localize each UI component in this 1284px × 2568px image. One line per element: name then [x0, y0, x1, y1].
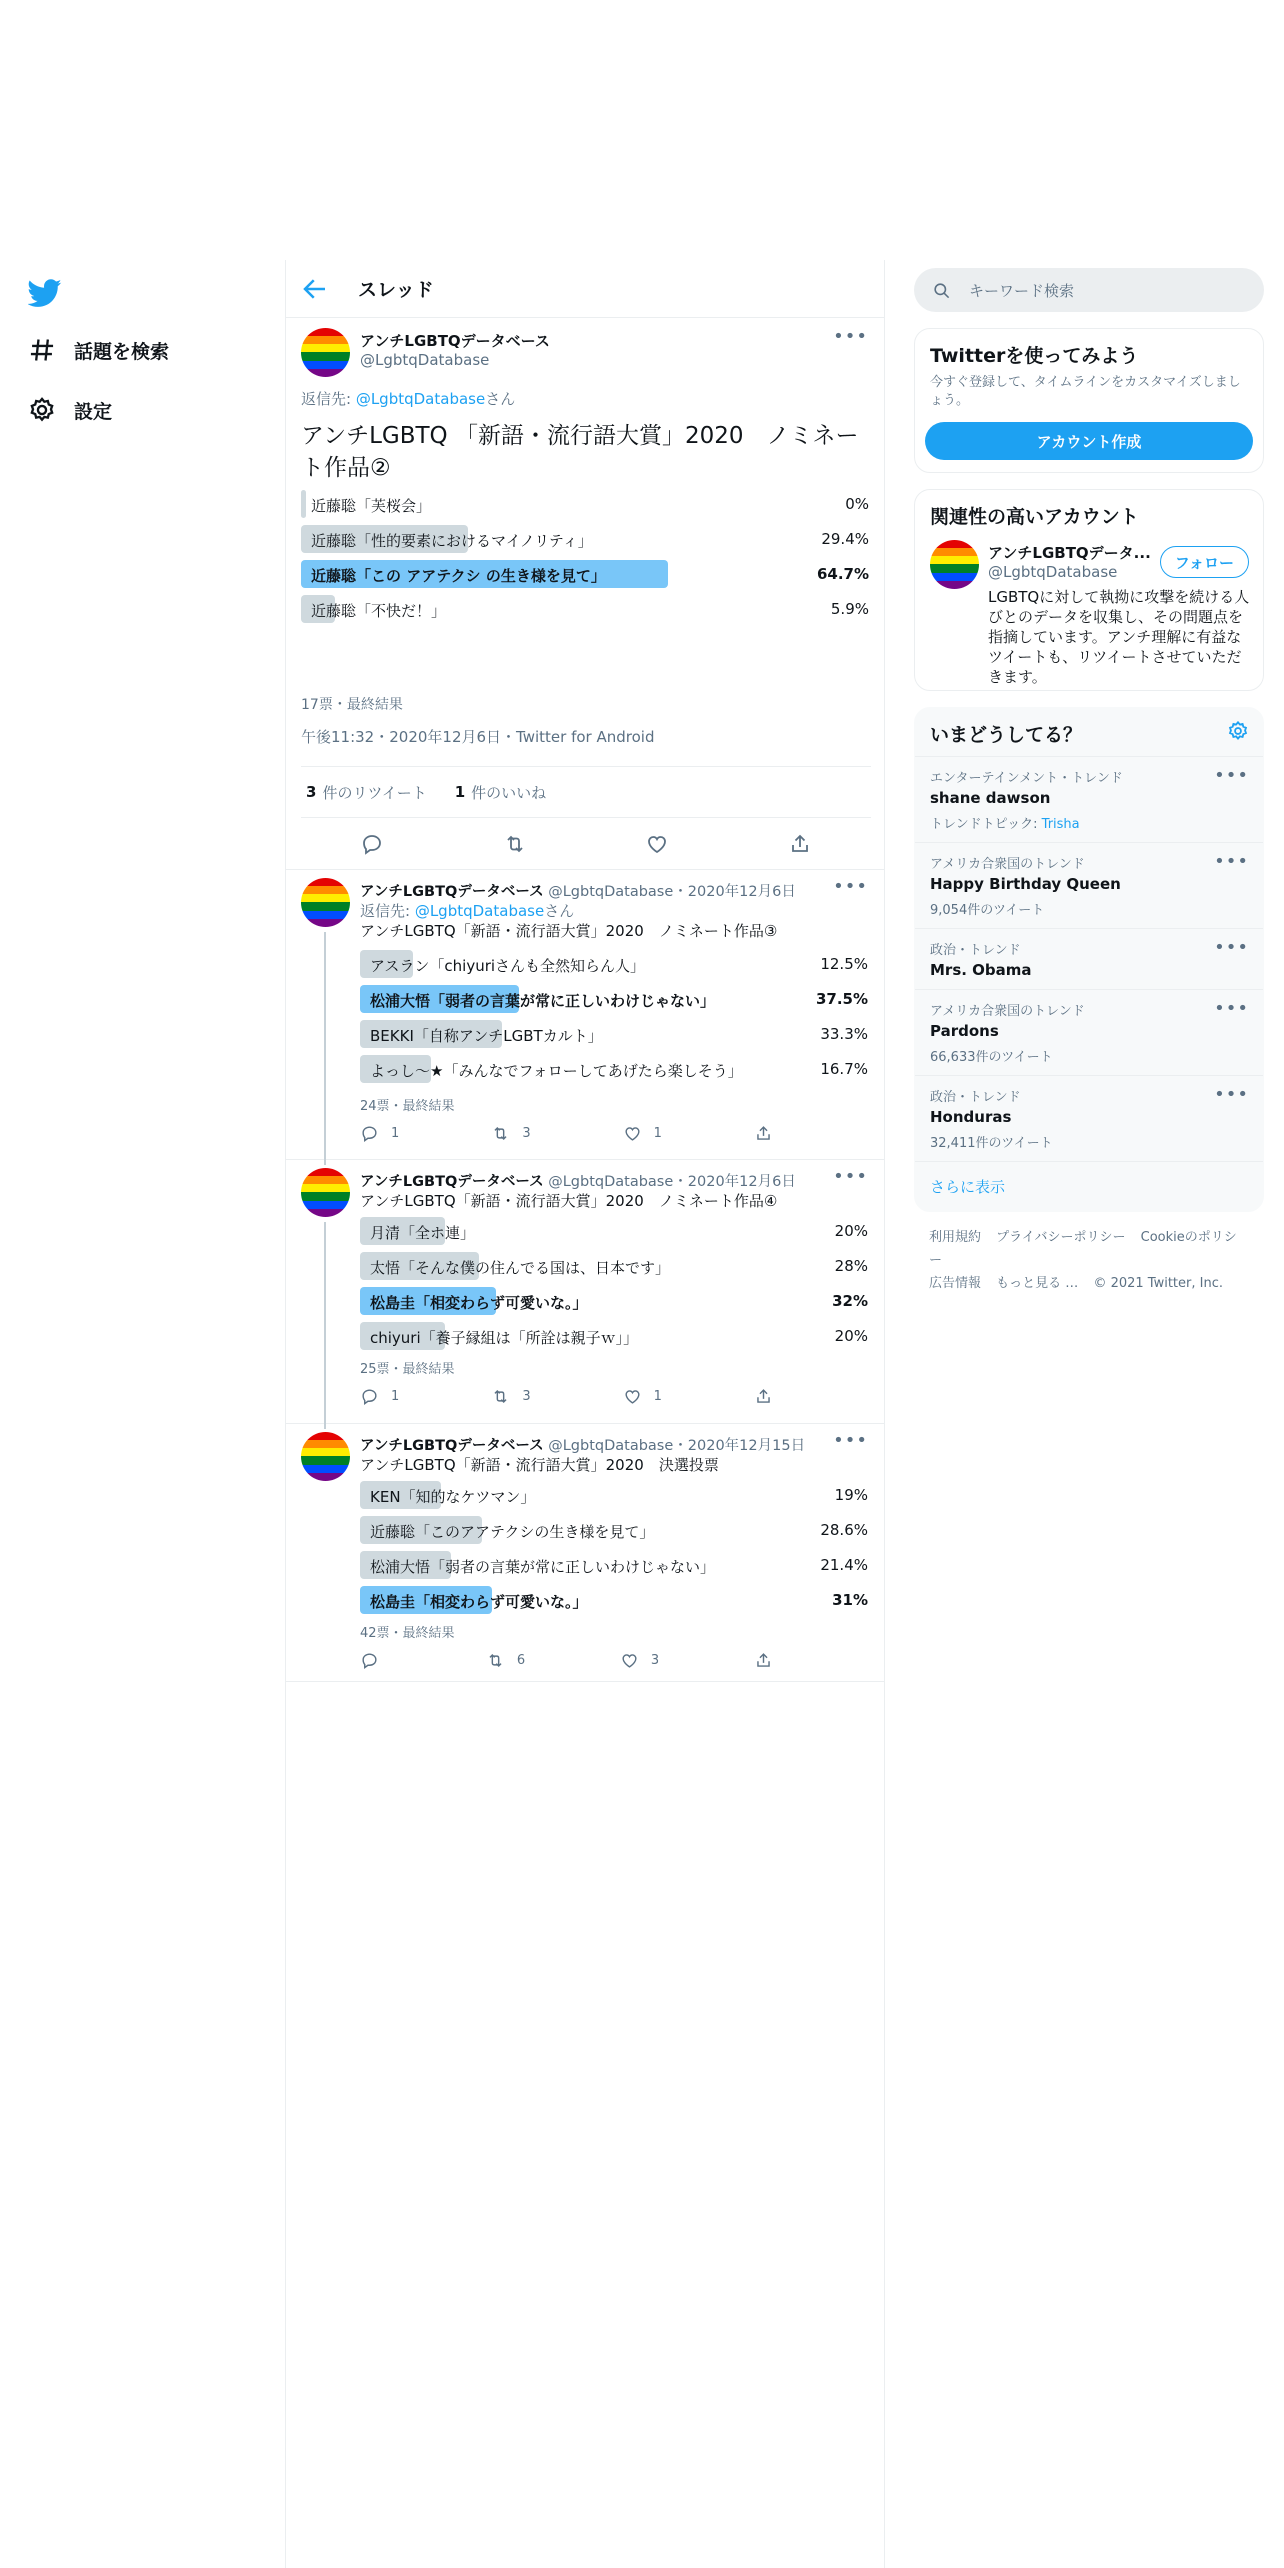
poll-option-percent: 28.6%: [820, 1521, 868, 1539]
retweet-count[interactable]: 3: [306, 783, 317, 801]
more-options-icon[interactable]: •••: [1214, 1084, 1249, 1105]
poll-option-percent: 64.7%: [816, 565, 869, 583]
poll-option-percent: 21.4%: [820, 1556, 868, 1574]
trend-tweet-count: 9,054件のツイート: [930, 903, 1045, 918]
like-action[interactable]: [623, 1387, 662, 1406]
footer-link-ads[interactable]: 広告情報: [929, 1276, 982, 1291]
poll-option-label: 松浦大悟「弱者の言葉が常に正しいわけじゃない」: [370, 1558, 716, 1576]
footer-links: [914, 1212, 1264, 1309]
poll-option-label: 太悟「そんな僕の住んでる国は、日本です」: [370, 1259, 671, 1277]
avatar[interactable]: [301, 1168, 350, 1217]
gear-icon: [28, 396, 56, 424]
follow-button[interactable]: フォロー: [1160, 546, 1249, 578]
trends-header: [915, 708, 1263, 756]
retweet-icon[interactable]: [503, 832, 527, 856]
tweet-header: [360, 1170, 796, 1191]
poll-option-percent: 12.5%: [820, 955, 868, 973]
trend-name: Mrs. Obama: [930, 961, 1032, 979]
trend-category: 政治・トレンド: [930, 943, 1021, 958]
poll-option-label: 松浦大悟「弱者の言葉が常に正しいわけじゃない」: [370, 992, 716, 1010]
author-name[interactable]: アンチLGBTQデータベース: [360, 1438, 544, 1454]
trend-category: エンターテインメント・トレンド: [930, 771, 1123, 786]
retweet-count: 3: [522, 1125, 531, 1141]
poll-option: [301, 525, 869, 553]
nav-explore[interactable]: [28, 330, 169, 370]
poll-option-label: KEN「知的なケツマン」: [370, 1488, 536, 1506]
more-options-icon[interactable]: •••: [833, 876, 868, 897]
poll-option: [360, 1481, 868, 1509]
retweet-count: 3: [522, 1388, 531, 1404]
copyright: © 2021 Twitter, Inc.: [1093, 1276, 1223, 1291]
tweet-text: アンチLGBTQ 「新語・流行語大賞」2020 ノミネート作品②: [301, 423, 859, 481]
poll-option-percent: 31%: [832, 1591, 868, 1609]
poll-option-label: 近藤聡「このアアテクシの生き様を見て」: [370, 1523, 655, 1541]
share-action[interactable]: [754, 1651, 785, 1670]
poll-option-label: 近藤聡「性的要素におけるマイノリティ」: [311, 532, 593, 550]
poll-option: [360, 1551, 868, 1579]
like-count-label[interactable]: 件のいいね: [471, 783, 547, 802]
poll-option-label: 松島圭「相変わらず可愛いな。」: [370, 1294, 588, 1312]
trend-category: アメリカ合衆国のトレンド: [930, 857, 1085, 872]
poll-option-percent: 5.9%: [830, 600, 869, 618]
poll-option: [360, 1287, 868, 1315]
poll-option-label: 月清「全ホ連」: [370, 1224, 476, 1242]
search-placeholder: キーワード検索: [969, 281, 1075, 300]
like-action[interactable]: [620, 1651, 659, 1670]
nav-settings[interactable]: [28, 390, 112, 430]
footer-link-cookies[interactable]: Cookieのポリシー: [929, 1230, 1237, 1268]
avatar[interactable]: [930, 540, 979, 589]
avatar[interactable]: [301, 1432, 350, 1481]
footer-link-privacy[interactable]: プライバシーポリシー: [996, 1230, 1126, 1245]
hashtag-icon: [28, 336, 56, 364]
like-icon[interactable]: [645, 832, 669, 856]
back-arrow-icon[interactable]: [300, 274, 330, 304]
thread-tweet[interactable]: [286, 1160, 884, 1424]
account-handle[interactable]: @LgbtqDatabase: [988, 563, 1118, 581]
show-more-link[interactable]: さらに表示: [915, 1161, 1263, 1211]
poll-meta: 42票・最終結果: [360, 1626, 455, 1641]
page-title: スレッド: [358, 279, 434, 301]
nav-explore-label: 話題を検索: [74, 340, 170, 363]
poll-option-label: 松島圭「相変わらず可愛いな。」: [370, 1593, 588, 1611]
thread-tweet[interactable]: [286, 870, 884, 1160]
trend-tweet-count: 66,633件のツイート: [930, 1050, 1053, 1065]
trend-sub-prefix: トレンドトピック:: [930, 817, 1042, 832]
signup-title: Twitterを使ってみよう: [930, 345, 1139, 367]
more-options-icon[interactable]: •••: [1214, 937, 1249, 958]
poll-option: [360, 1252, 868, 1280]
tweet-text: アンチLGBTQ「新語・流行語大賞」2020 ノミネート作品④: [360, 1192, 778, 1210]
tweet-text: アンチLGBTQ「新語・流行語大賞」2020 ノミネート作品③: [360, 922, 778, 940]
author-name[interactable]: アンチLGBTQデータベース: [360, 1174, 544, 1190]
relevant-accounts-card: [914, 489, 1264, 691]
like-count: 3: [650, 1652, 660, 1668]
poll-option: [360, 1322, 868, 1350]
account-name[interactable]: アンチLGBTQデータ...: [988, 544, 1151, 562]
handle-date[interactable]: @LgbtqDatabase・2020年12月6日: [548, 1174, 796, 1190]
poll-option: [360, 985, 868, 1013]
reply-to-link[interactable]: @LgbtqDatabase: [355, 390, 486, 408]
share-action[interactable]: [754, 1124, 785, 1143]
poll-option-percent: 28%: [834, 1257, 868, 1275]
poll-option: [360, 1516, 868, 1544]
poll-option-percent: 29.4%: [821, 530, 869, 548]
thread-tweet[interactable]: [286, 1424, 884, 1682]
tweet-header: [360, 880, 796, 901]
reply-suffix: さん: [485, 390, 516, 408]
search-box[interactable]: [914, 268, 1264, 312]
retweet-action[interactable]: [486, 1651, 525, 1670]
signup-card: [914, 328, 1264, 473]
trend-category: アメリカ合衆国のトレンド: [930, 1004, 1085, 1019]
poll-option-percent: 0%: [845, 495, 869, 513]
tweet-actions: [360, 1122, 785, 1144]
reply-suffix: さん: [544, 902, 575, 920]
create-account-button[interactable]: アカウント作成: [925, 422, 1253, 460]
poll-option-percent: 33.3%: [820, 1025, 868, 1043]
like-count: 1: [653, 1125, 662, 1141]
footer-link-terms[interactable]: 利用規約: [929, 1230, 982, 1245]
more-options-icon[interactable]: •••: [833, 326, 868, 347]
trend-item[interactable]: [915, 842, 1263, 928]
poll: [360, 950, 868, 1090]
footer-link-more[interactable]: もっと見る …: [996, 1276, 1079, 1291]
reply-context: [360, 900, 574, 921]
retweet-count-label[interactable]: 件のリツイート: [322, 783, 427, 802]
trend-item[interactable]: [915, 756, 1263, 842]
author-name[interactable]: アンチLGBTQデータベース: [360, 884, 544, 900]
poll-option: [301, 560, 869, 588]
reply-action[interactable]: [360, 1651, 391, 1670]
thread-connector: [324, 932, 326, 1165]
retweet-action[interactable]: [491, 1387, 530, 1406]
trend-sub-link[interactable]: Trisha: [1041, 817, 1080, 832]
search-icon: [932, 281, 969, 300]
reply-prefix: 返信先:: [301, 390, 356, 408]
reply-count: 1: [391, 1388, 400, 1404]
reply-to-link[interactable]: @LgbtqDatabase: [414, 902, 545, 920]
poll-option-percent: 37.5%: [815, 990, 868, 1008]
tweet-actions: [301, 820, 871, 868]
poll-option-label: よっし～★「みんなでフォローしてあげたら楽しそう」: [370, 1062, 743, 1080]
thread-header: [286, 260, 884, 318]
reply-count: 1: [391, 1125, 400, 1141]
tweet-actions: [360, 1385, 785, 1407]
avatar[interactable]: [301, 878, 350, 927]
reply-action[interactable]: [360, 1387, 399, 1406]
poll-meta: 25票・最終結果: [360, 1362, 455, 1377]
twitter-logo-icon[interactable]: [28, 276, 62, 310]
poll-option-label: 近藤聡「不快だ！」: [311, 602, 447, 620]
tweet-text: アンチLGBTQ「新語・流行語大賞」2020 決選投票: [360, 1456, 719, 1474]
poll-option-label: 近藤聡「芙桜会」: [311, 497, 432, 515]
tweet-actions: [360, 1649, 785, 1671]
poll-option-label: アスラン「chiyuriさんも全然知らん人」: [370, 957, 646, 975]
account-bio: LGBTQに対して執拗に攻撃を続ける人びとのデータを収集し、その問題点を指摘しています。アンチ理解に有益なツイートも、リツイートさせていただきます。: [988, 588, 1250, 686]
poll-option: [360, 1020, 868, 1048]
poll-option: [360, 1217, 868, 1245]
poll-meta: 24票・最終結果: [360, 1099, 455, 1114]
poll-bar: [301, 490, 306, 518]
author-handle[interactable]: @LgbtqDatabase: [360, 351, 490, 369]
trend-name: shane dawson: [930, 789, 1051, 807]
like-action[interactable]: [623, 1124, 662, 1143]
trend-item[interactable]: [915, 989, 1263, 1075]
trend-name: Honduras: [930, 1108, 1012, 1126]
trends-title: いまどうしてる？: [930, 724, 1083, 746]
signup-description: 今すぐ登録して、タイムラインをカスタマイズしましょう。: [930, 375, 1241, 408]
retweet-action[interactable]: [491, 1124, 530, 1143]
reply-icon[interactable]: [360, 832, 384, 856]
poll-option: [360, 1055, 868, 1083]
like-count: 1: [653, 1388, 662, 1404]
reply-prefix: 返信先:: [360, 902, 415, 920]
tweet-timestamp[interactable]: 午後11:32・2020年12月6日・Twitter for Android: [301, 728, 655, 746]
thread-connector: [324, 1222, 326, 1429]
trend-tweet-count: 32,411件のツイート: [930, 1136, 1053, 1151]
right-sidebar: [914, 268, 1264, 1309]
more-options-icon[interactable]: •••: [1214, 998, 1249, 1019]
poll-meta: 17票・最終結果: [301, 697, 403, 713]
author-name[interactable]: アンチLGBTQデータベース: [360, 332, 550, 350]
share-icon[interactable]: [788, 832, 812, 856]
account-row[interactable]: [915, 490, 1263, 690]
nav-settings-label: 設定: [74, 400, 113, 423]
reply-context: [301, 388, 515, 409]
poll-option: [360, 950, 868, 978]
poll: [360, 1481, 868, 1621]
handle-date[interactable]: @LgbtqDatabase・2020年12月6日: [548, 884, 796, 900]
reply-action[interactable]: [360, 1124, 399, 1143]
poll-option-percent: 16.7%: [820, 1060, 868, 1078]
more-options-icon[interactable]: •••: [833, 1166, 868, 1187]
poll-option-percent: 32%: [832, 1292, 868, 1310]
gear-icon[interactable]: [1227, 720, 1249, 742]
thread-column: [285, 260, 885, 2568]
engagement-stats: [301, 766, 871, 818]
poll-option-label: chiyuri「養子縁組は「所詮は親子ｗ」」: [370, 1329, 639, 1347]
relevant-title: 関連性の高いアカウント: [930, 506, 1139, 528]
trend-category: 政治・トレンド: [930, 1090, 1021, 1105]
avatar[interactable]: [301, 328, 350, 377]
trend-subtext: [930, 813, 1248, 832]
poll-option: [301, 490, 869, 518]
poll-option-label: 近藤聡「この アアテクシ の生き様を見て」: [311, 567, 606, 585]
poll-option: [301, 595, 869, 623]
poll-option: [360, 1586, 868, 1614]
more-options-icon[interactable]: •••: [1214, 765, 1249, 786]
trend-item[interactable]: [915, 928, 1263, 989]
trend-item[interactable]: [915, 1075, 1263, 1161]
like-count[interactable]: 1: [454, 783, 466, 801]
poll-option-percent: 19%: [834, 1486, 868, 1504]
trend-name: Pardons: [930, 1022, 999, 1040]
retweet-count: 6: [516, 1652, 526, 1668]
more-options-icon[interactable]: •••: [1214, 851, 1249, 872]
tweet-header: [360, 1434, 805, 1455]
poll-option-percent: 20%: [834, 1222, 868, 1240]
more-options-icon[interactable]: •••: [833, 1430, 868, 1451]
poll-option-label: BEKKI「自称アンチLGBTカルト」: [370, 1027, 603, 1045]
trend-name: Happy Birthday Queen: [930, 875, 1121, 893]
poll: [301, 490, 869, 630]
handle-date[interactable]: @LgbtqDatabase・2020年12月15日: [548, 1438, 806, 1454]
trends-card: [914, 707, 1264, 1212]
poll-option-percent: 20%: [834, 1327, 868, 1345]
poll: [360, 1217, 868, 1357]
main-tweet: [286, 318, 884, 870]
share-action[interactable]: [754, 1387, 785, 1406]
